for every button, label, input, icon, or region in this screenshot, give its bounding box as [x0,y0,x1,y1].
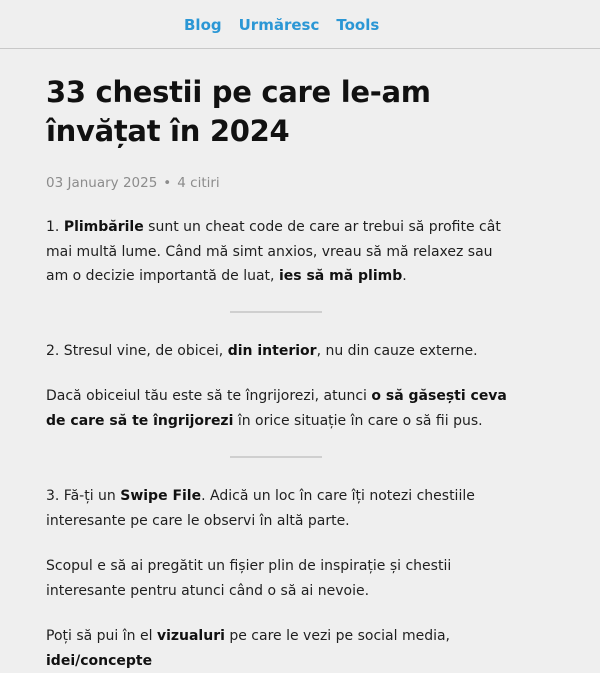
meta-separator: • [163,175,172,191]
bold-text: ies să mă plimb [278,268,403,284]
article [46,49,516,673]
bold-text: idei/concepte [46,652,153,669]
nav-item-blog [184,15,222,34]
paragraph-4 [46,484,516,533]
paragraph-text: 3. Fă-ți un [46,488,121,504]
section-divider [230,311,322,313]
paragraph-text: Poți să pui în el [46,628,157,644]
nav-item-tools [336,15,379,34]
paragraph-6 [46,624,516,673]
article-body [46,215,516,673]
top-navigation [0,0,600,49]
article-title: 33 chestii pe care le-am învățat în 2024 [46,75,431,148]
paragraph-text: Scopul e să ai pregătit un fișier plin de inspirație și chestii interesante pentru atunci când o să ai nevoie. [46,558,452,599]
bold-text: vizualuri [156,628,225,644]
bold-text: Plimbările [63,219,144,235]
bold-text: din interior [227,342,317,359]
paragraph-3 [46,384,516,433]
article-meta [46,175,516,191]
paragraph-text: 1. [46,219,64,235]
paragraph-1 [46,215,516,289]
paragraph-text: pe care le vezi pe social media, [224,628,451,644]
nav-link-blog[interactable]: Blog [184,16,222,34]
article-date: 03 January 2025 [46,175,158,191]
paragraph-text: în orice situație în care o să fii pus. [233,412,483,429]
paragraph-text: 2. Stresul vine, de obicei, [46,342,228,359]
paragraph-text: , nu din cauze externe. [316,342,478,359]
paragraph-5 [46,554,516,603]
paragraph-text: . Adică un loc în care îți notezi chestiile interesante pe care le observi în altă parte. [46,488,475,529]
paragraph-text: . [402,268,407,284]
bold-text: Swipe File [120,488,202,504]
nav-menu [184,15,379,34]
nav-item-urmaresc [239,15,320,34]
paragraph-2 [46,339,516,364]
paragraph-text: sunt un cheat code de care ar trebui să profite cât mai multă lume. Când mă simt anxios, vreau să mă relaxez sau am o decizie importantă de luat, [46,219,501,284]
bold-text: o să găsești ceva de care să te îngrijorezi [46,388,507,429]
paragraph-text: Dacă obiceiul tău este să te îngrijorezi, atunci [46,388,372,404]
section-divider [230,456,322,458]
nav-link-tools[interactable]: Tools [336,16,380,34]
article-read-count: 4 citiri [177,175,220,191]
nav-link-urmaresc[interactable]: Urmăresc [238,16,320,34]
